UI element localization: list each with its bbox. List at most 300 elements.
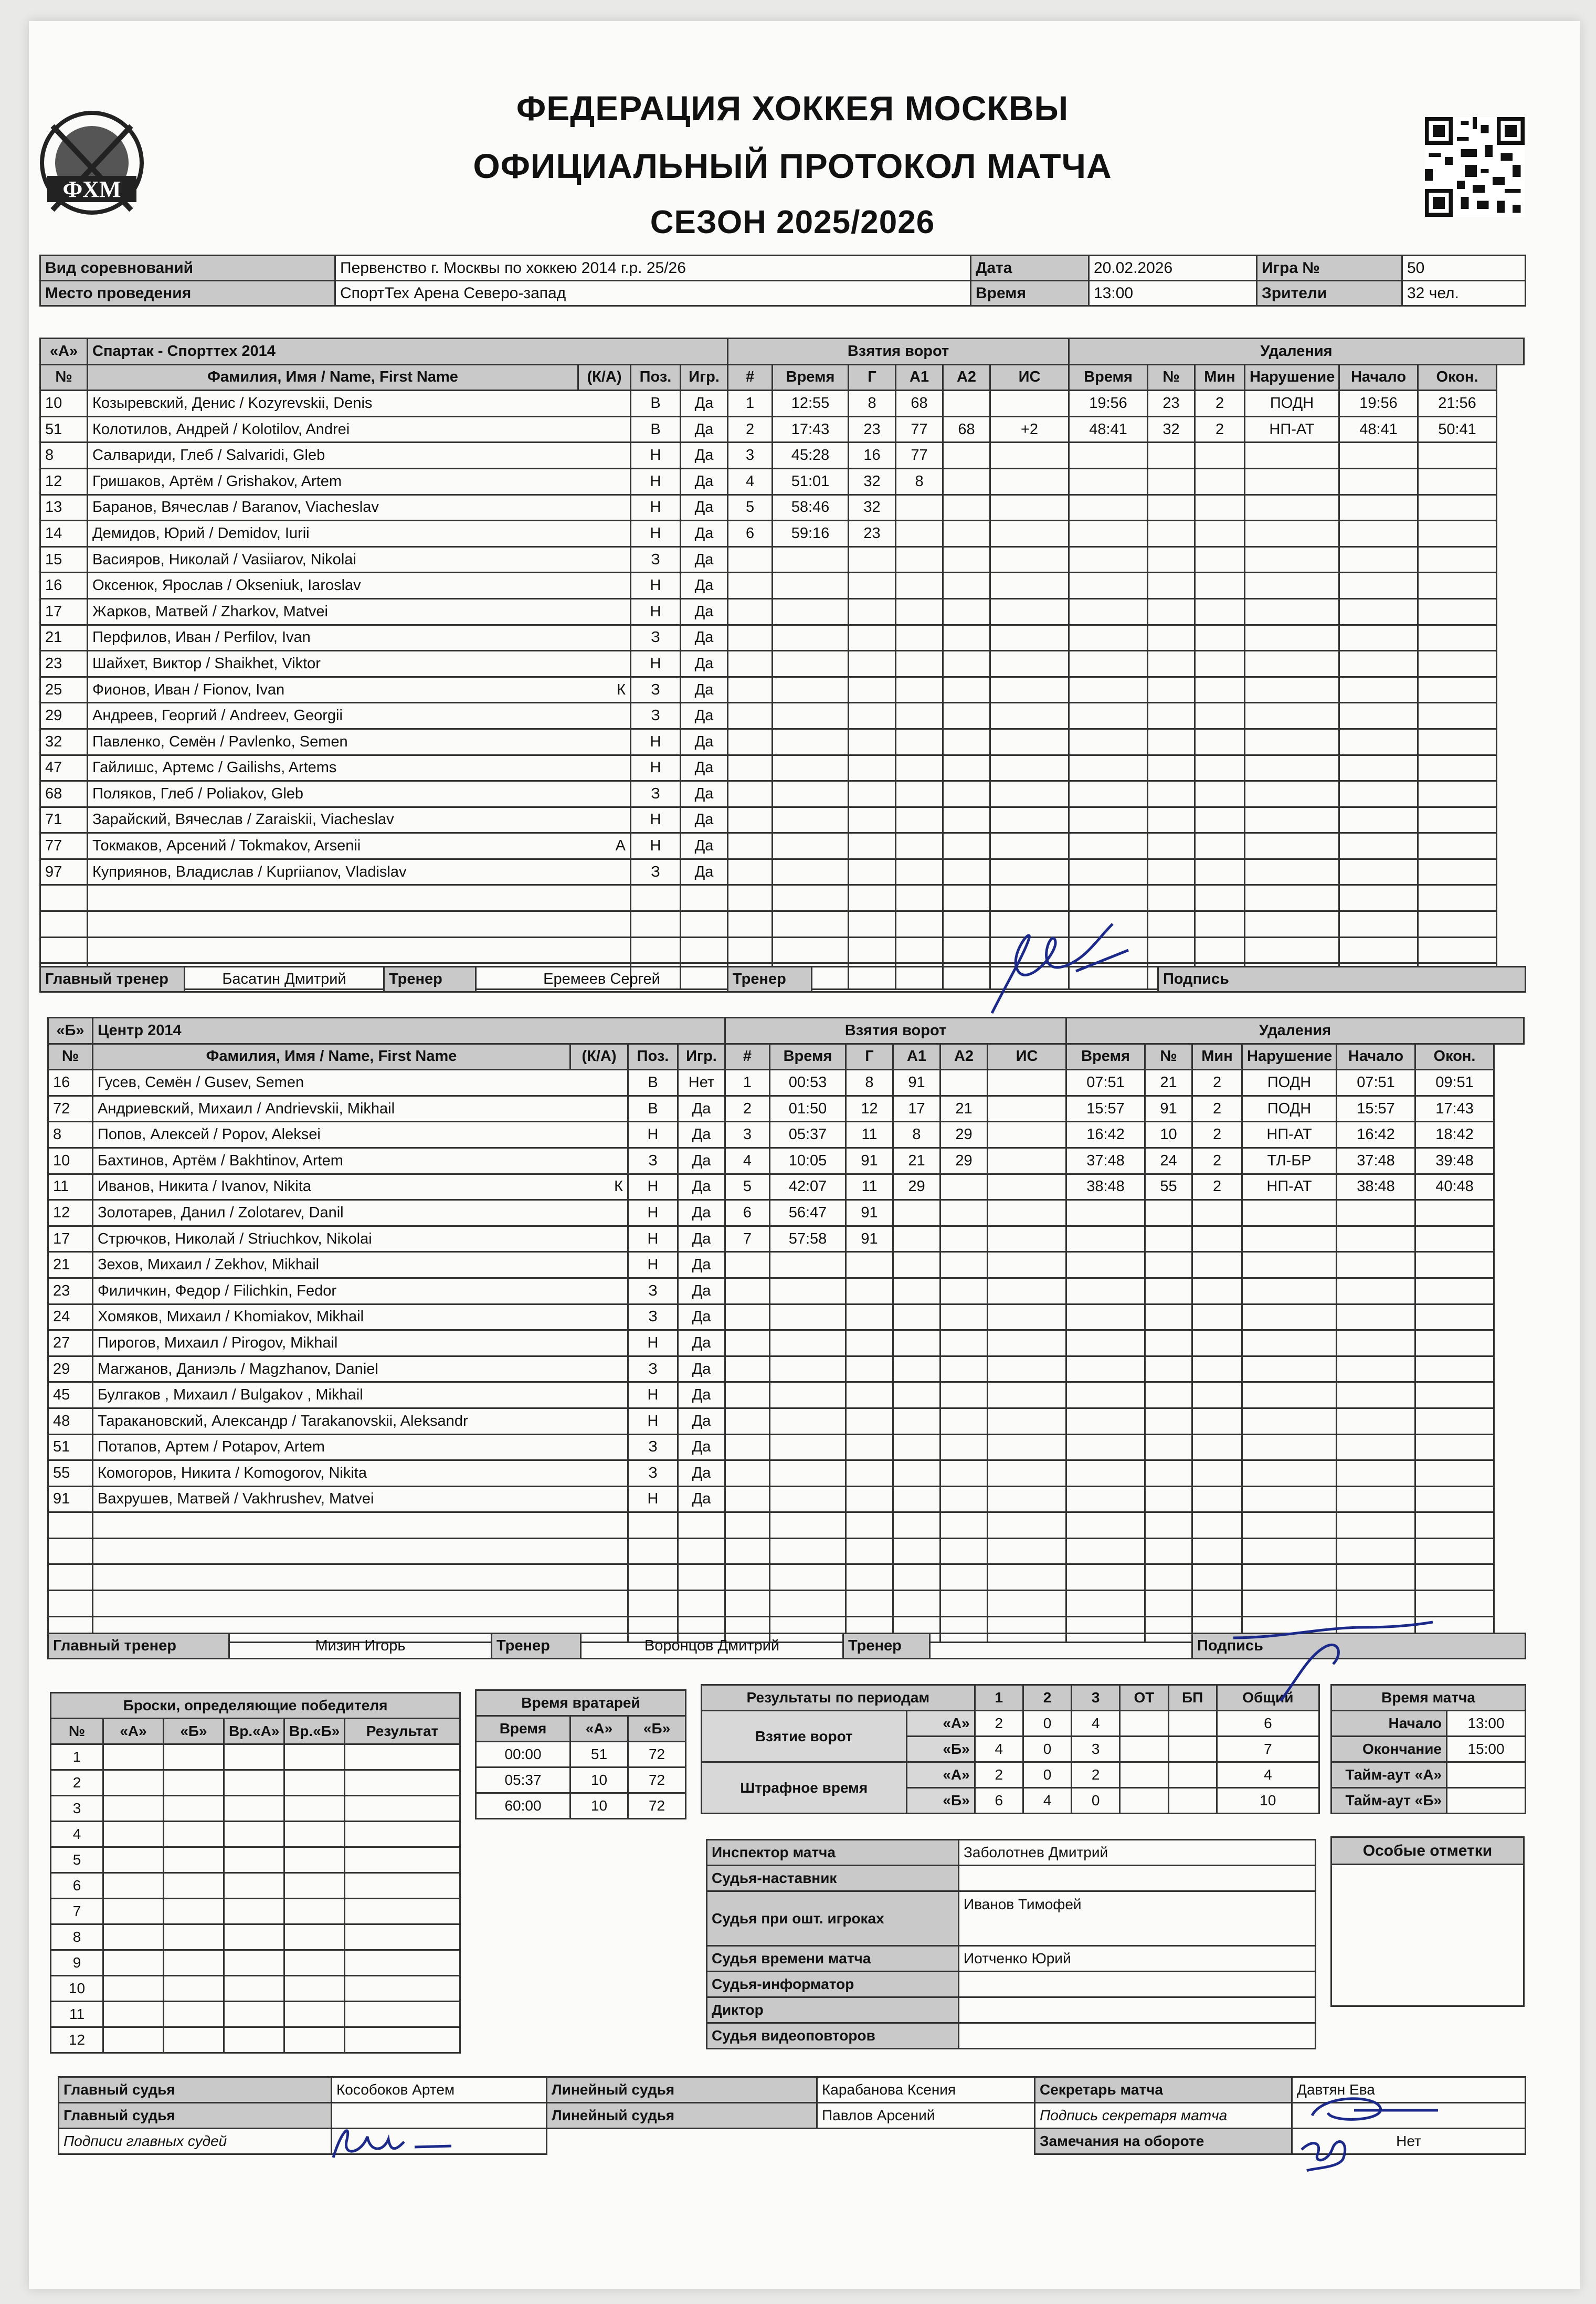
penalty-e: 50:41 [1418,416,1497,443]
penalty-t [1066,1564,1145,1591]
penalty-s [1339,573,1418,599]
goal-g [849,703,896,729]
goal-g [846,1538,893,1564]
player-played: Да [678,1330,725,1356]
penalty-m [1195,677,1245,703]
penalty-t [1069,521,1148,547]
penalty-n [1148,468,1195,495]
penalty-e [1418,807,1497,833]
goal-n [725,1330,770,1356]
goal-n [725,1512,770,1539]
shootout-cell [224,1796,284,1822]
penalty-e [1415,1200,1494,1226]
penalty-inf: НП-АТ [1245,416,1339,443]
goal-is [988,1408,1066,1434]
penalty-m [1192,1278,1242,1304]
col-header-num: № [40,364,88,391]
match-start: 13:00 [1447,1711,1526,1737]
goals-section-title: Взятия ворот [728,339,1069,365]
player-role [570,1356,628,1382]
penalty-m [1195,521,1245,547]
goal-n [725,1356,770,1382]
goal-a2 [943,573,990,599]
player-position: З [628,1278,678,1304]
team-b-coaches [47,1633,1526,1659]
penalty-s [1337,1330,1415,1356]
table-row [40,416,1524,443]
goal-a1 [893,1278,940,1304]
penalty-m [1195,807,1245,833]
penalty-e [1415,1460,1494,1487]
player-played: Да [678,1148,725,1174]
goal-t [773,911,849,938]
goal-a1: 91 [893,1070,940,1096]
shootout-cell [224,1924,284,1950]
penalty-e: 17:43 [1415,1096,1494,1122]
player-name: Павленко, Семён / Pavlenko, Semen [88,729,578,755]
player-position: Н [631,468,681,495]
penalty-n [1148,781,1195,807]
player-name [93,1512,570,1539]
goal-g [849,781,896,807]
penalty-inf: ТЛ-БР [1242,1148,1337,1174]
goal-n [728,703,773,729]
penalty-s [1337,1356,1415,1382]
penalty-t [1066,1538,1145,1564]
shootout-row-number: 8 [51,1924,103,1950]
goal-t [773,573,849,599]
shootout-cell [103,1873,164,1899]
goal-a2 [943,677,990,703]
player-name: Попов, Алексей / Popov, Aleksei [93,1122,570,1148]
goal-g: 91 [846,1148,893,1174]
col-header-p_time: Время [1069,364,1148,391]
player-played: Да [678,1226,725,1252]
penalty-t [1069,937,1148,963]
penalty-e [1418,729,1497,755]
goal-is [990,391,1069,417]
shootout-cell [224,1976,284,2002]
period-value [1168,1762,1217,1788]
goal-is [988,1278,1066,1304]
player-role [570,1434,628,1460]
penalty-n [1148,885,1195,911]
secretary-sign-label: Подпись секретаря матча [1035,2103,1292,2129]
goal-g [849,807,896,833]
penalty-inf [1242,1382,1337,1408]
penalty-n [1148,625,1195,651]
shootout-cell [345,1873,460,1899]
penalty-m [1192,1486,1242,1512]
player-name: Куприянов, Владислав / Kupriianov, Vladislav [88,859,578,885]
shootout-row-number: 10 [51,1976,103,2002]
penalty-t [1066,1486,1145,1512]
goal-is [990,885,1069,911]
notes-title: Особые отметки [1331,1837,1524,1865]
penalty-t [1066,1512,1145,1539]
player-position: З [631,781,681,807]
player-number: 12 [40,468,88,495]
penalty-t: 19:56 [1069,391,1148,417]
penalty-inf: ПОДН [1242,1096,1337,1122]
period-value: 3 [1072,1737,1120,1762]
goalies-col-header: Время [476,1716,570,1742]
penalty-m [1195,651,1245,677]
goal-g [846,1382,893,1408]
goal-n [728,781,773,807]
timeout-a [1447,1762,1526,1788]
shootout-cell [284,1770,345,1796]
player-number [40,937,88,963]
player-position [628,1538,678,1564]
goal-is [988,1538,1066,1564]
shootout-cell [164,1924,224,1950]
goal-is [990,625,1069,651]
penalty-s [1339,677,1418,703]
penalty-m [1192,1330,1242,1356]
shootout-cell [224,1744,284,1770]
player-number: 21 [48,1252,93,1278]
goal-g [849,677,896,703]
goal-n [725,1304,770,1330]
team-b-roster-table [47,1017,1525,1643]
player-played: Нет [678,1070,725,1096]
penalties-section-title: Удаления [1069,339,1524,365]
periods-title: Результаты по периодам [702,1685,975,1711]
player-position: Н [628,1408,678,1434]
player-position: Н [628,1200,678,1226]
penalty-t [1066,1226,1145,1252]
penalty-n [1145,1226,1192,1252]
player-number: 16 [48,1070,93,1096]
player-played [681,911,728,938]
period-value: 2 [1072,1762,1120,1788]
goal-is [990,781,1069,807]
team-b-coach2 [930,1634,1192,1659]
remarks: Нет [1292,2129,1526,2154]
player-position: Н [631,495,681,521]
penalty-m [1192,1356,1242,1382]
penalty-s [1337,1200,1415,1226]
player-played: Да [681,495,728,521]
col-header-p_end: Окон. [1418,364,1497,391]
player-role [578,885,631,911]
table-row [48,1382,1524,1408]
shootout-cell [103,1924,164,1950]
table-row [40,598,1524,625]
goal-t [770,1252,846,1278]
penalty-s [1339,937,1418,963]
team-a-sign-label: Подпись [1158,967,1526,992]
video [959,2023,1316,2049]
goal-t [773,859,849,885]
col-header-p_inf: Нарушение [1245,364,1339,391]
penalty-n: 21 [1145,1070,1192,1096]
shootout-cell [164,1899,224,1924]
shootout-col-header: № [51,1719,103,1744]
player-role [570,1330,628,1356]
penalty-s [1339,703,1418,729]
table-row [40,625,1524,651]
penalty-e [1415,1226,1494,1252]
table-row [48,1122,1524,1148]
penalty-m [1195,729,1245,755]
goal-t [773,781,849,807]
penalty-s [1337,1538,1415,1564]
goal-g [849,937,896,963]
goal-a2 [940,1174,988,1200]
player-number: 15 [40,546,88,573]
goal-n [728,755,773,781]
player-name: Поляков, Глеб / Poliakov, Gleb [88,781,578,807]
player-number: 32 [40,729,88,755]
penalty-n [1145,1330,1192,1356]
shootout-cell [284,2002,345,2027]
shootout-col-header: «А» [103,1719,164,1744]
referees-signature [332,2129,547,2154]
shootout-cell [164,1873,224,1899]
penalty-s [1339,468,1418,495]
player-name: Зехов, Михаил / Zekhov, Mikhail [93,1252,570,1278]
goal-is [988,1096,1066,1122]
shootout-cell [164,1744,224,1770]
penalty-s: 07:51 [1337,1070,1415,1096]
penalty-t [1069,625,1148,651]
penalty-e [1415,1512,1494,1539]
penalty-t [1066,1304,1145,1330]
referees-table [58,2076,1526,2155]
penalty-inf [1242,1564,1337,1591]
goal-a2 [943,546,990,573]
col-header-pos: Поз. [631,364,681,391]
penalty-inf: НП-АТ [1242,1174,1337,1200]
shootout-table [50,1692,461,2054]
goal-g [846,1330,893,1356]
penalty-n [1145,1304,1192,1330]
penalty-e [1415,1408,1494,1434]
mentor-label: Судья-наставник [707,1866,959,1891]
goal-is [988,1512,1066,1539]
shootout-cell [224,1770,284,1796]
player-number: 16 [40,573,88,599]
penalty-s [1337,1226,1415,1252]
penalty-s [1337,1434,1415,1460]
goal-is [990,755,1069,781]
penalty-m [1195,781,1245,807]
title-season: СЕЗОН 2025/2026 [650,204,935,240]
goal-is [990,598,1069,625]
goal-n: 6 [728,521,773,547]
goal-t [770,1434,846,1460]
penalty-t [1066,1356,1145,1382]
player-role [570,1096,628,1122]
player-role [578,598,631,625]
penalty-t [1069,703,1148,729]
penalty-inf [1242,1304,1337,1330]
goal-g [846,1512,893,1539]
goals-section-title: Взятия ворот [725,1018,1066,1044]
match-end-label: Окончание [1331,1737,1447,1762]
player-position: Н [631,598,681,625]
table-row [48,1486,1524,1512]
shootout-cell [164,1976,224,2002]
player-number: 8 [40,443,88,469]
penalty-inf [1245,468,1339,495]
penalty-e [1415,1486,1494,1512]
player-number [48,1538,93,1564]
penalty-inf [1245,651,1339,677]
penalty-n [1148,677,1195,703]
penalty-t [1069,468,1148,495]
player-position: Н [631,833,681,859]
penalty-s [1339,625,1418,651]
penalty-t [1066,1434,1145,1460]
player-played: Да [681,703,728,729]
table-row [40,521,1524,547]
penalty-inf [1245,755,1339,781]
goal-g: 32 [849,468,896,495]
goal-a1: 68 [896,391,943,417]
goal-n [725,1460,770,1487]
goal-a2 [943,937,990,963]
period-value [1168,1711,1217,1737]
goal-a1 [896,937,943,963]
penalty-e [1418,495,1497,521]
penalty-n [1148,755,1195,781]
goal-is [988,1070,1066,1096]
goal-a1 [896,573,943,599]
player-role [578,625,631,651]
col-header-p_end: Окон. [1415,1044,1494,1070]
penalty-m [1195,833,1245,859]
goal-is [990,546,1069,573]
goal-a2 [940,1486,988,1512]
goal-is [988,1174,1066,1200]
goal-t [770,1408,846,1434]
player-name: Бахтинов, Артём / Bakhtinov, Artem [93,1148,570,1174]
player-played: Да [681,443,728,469]
player-name: Перфилов, Иван / Perfilov, Ivan [88,625,578,651]
penalty-t [1069,573,1148,599]
goal-t [773,937,849,963]
svg-text:ФХМ: ФХМ [62,176,121,202]
shootout-cell [284,1976,345,2002]
penalty-e [1418,703,1497,729]
goal-a1 [896,755,943,781]
goal-t [770,1278,846,1304]
penalty-t [1069,443,1148,469]
goal-is [990,703,1069,729]
player-position: В [628,1070,678,1096]
penalty-e: 21:56 [1418,391,1497,417]
penalty-t [1069,729,1148,755]
goal-a2 [943,859,990,885]
player-position: Н [631,807,681,833]
shootout-cell [284,1924,345,1950]
team-b-head-coach-label: Главный тренер [48,1634,229,1659]
period-value: 4 [975,1737,1023,1762]
shootout-row-number: 9 [51,1950,103,1976]
goal-a1 [896,703,943,729]
player-number: 17 [48,1226,93,1252]
penalty-n [1148,911,1195,938]
goal-t: 42:07 [770,1174,846,1200]
col-header-g_num: # [725,1044,770,1070]
table-row [48,1252,1524,1278]
player-position: Н [628,1122,678,1148]
shootout-row-number: 5 [51,1847,103,1873]
goal-n [728,729,773,755]
competition-label: Вид соревнований [40,256,335,281]
table-row [40,885,1524,911]
penalty-m: 2 [1192,1174,1242,1200]
goal-a1 [896,859,943,885]
timekeeper: Иотченко Юрий [959,1946,1316,1972]
goal-g [849,885,896,911]
goal-t [773,677,849,703]
goal-is [988,1200,1066,1226]
goal-n [725,1408,770,1434]
player-name: Козыревский, Денис / Kozyrevskii, Denis [88,391,578,417]
goal-a1 [896,651,943,677]
penalty-e [1415,1564,1494,1591]
shootout-cell [345,1924,460,1950]
player-role [578,651,631,677]
player-name: Жарков, Матвей / Zharkov, Matvei [88,598,578,625]
table-row [40,807,1524,833]
goal-g [849,911,896,938]
player-position: В [631,416,681,443]
goalie-cell: 05:37 [476,1768,570,1793]
penalty-n: 55 [1145,1174,1192,1200]
shootout-cell [284,1950,345,1976]
goalie-cell: 10 [570,1768,628,1793]
goal-a2 [940,1564,988,1591]
goal-n: 5 [725,1174,770,1200]
goal-n [725,1564,770,1591]
table-row [48,1278,1524,1304]
player-played: Да [678,1434,725,1460]
period-value: 7 [1217,1737,1319,1762]
team-name: Центр 2014 [93,1018,725,1044]
goal-t: 01:50 [770,1096,846,1122]
goal-t [770,1330,846,1356]
penalty-s [1339,495,1418,521]
goalie-cell: 72 [628,1768,686,1793]
goal-a1: 21 [893,1148,940,1174]
ref1-label: Главный судья [59,2077,332,2103]
goal-a2 [943,781,990,807]
player-played: Да [678,1096,725,1122]
date-label: Дата [971,256,1089,281]
player-name: Хомяков, Михаил / Khomiakov, Mikhail [93,1304,570,1330]
table-row [40,911,1524,938]
penalty-e [1418,677,1497,703]
goal-a2 [943,468,990,495]
penalties-section-title: Удаления [1066,1018,1524,1044]
penalty-n [1145,1564,1192,1591]
penalty-m [1195,443,1245,469]
goal-a1 [896,911,943,938]
player-name: Иванов, Никита / Ivanov, Nikita [93,1174,570,1200]
player-number: 17 [40,598,88,625]
goal-n [728,807,773,833]
goal-g [846,1564,893,1591]
player-played: Да [681,573,728,599]
goal-t [770,1304,846,1330]
penalty-e [1415,1538,1494,1564]
player-position: Н [628,1252,678,1278]
